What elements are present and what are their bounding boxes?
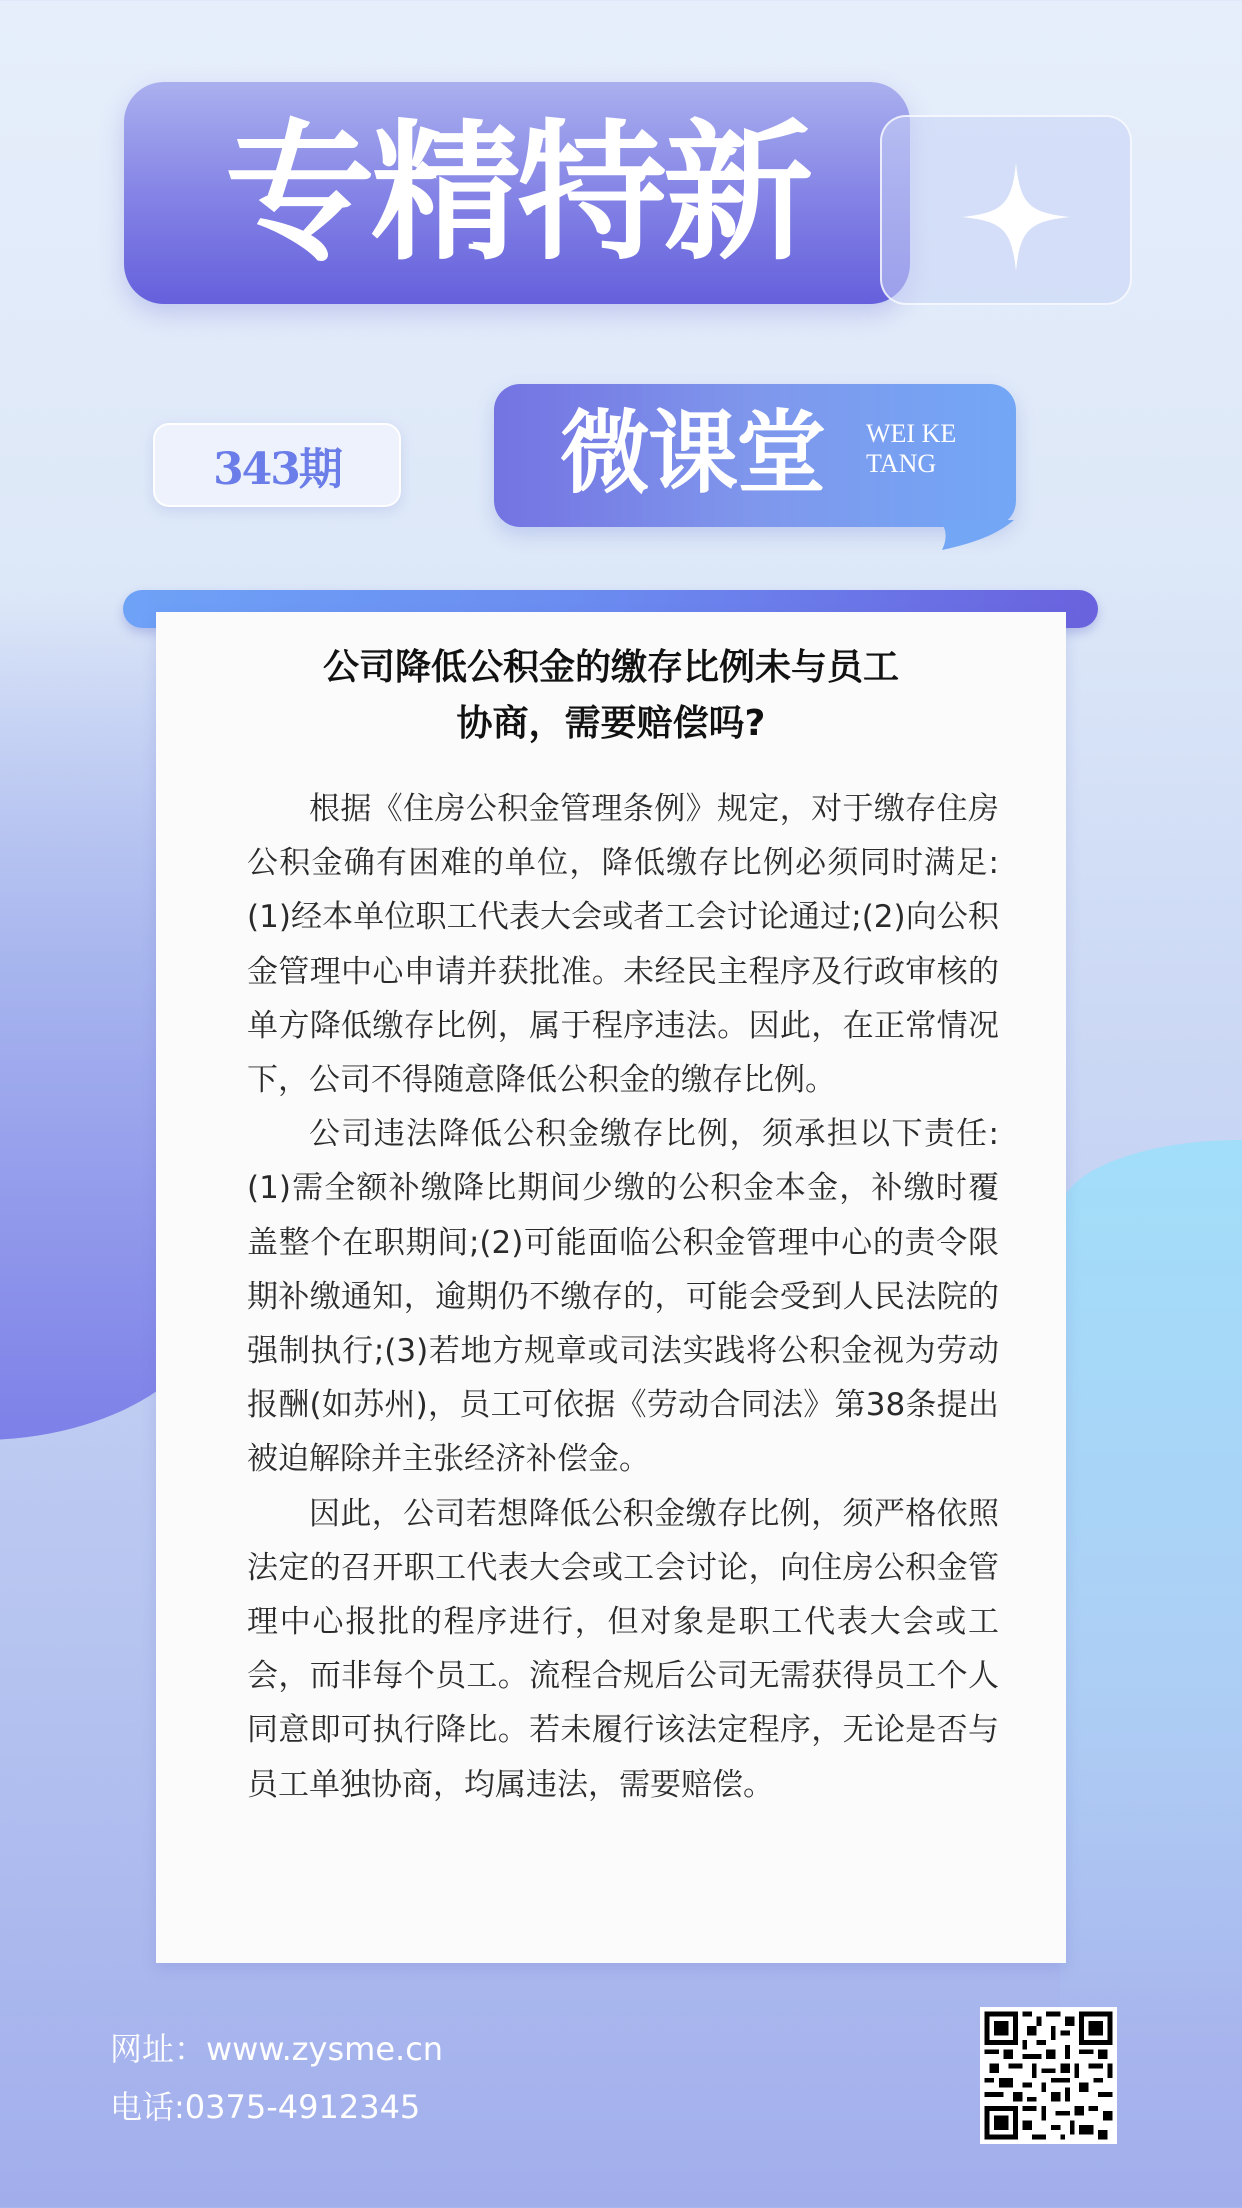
qr-code-icon[interactable]: [980, 2007, 1117, 2144]
phone-number[interactable]: 电话:0375-4912345: [110, 2088, 421, 2126]
issue-badge: [153, 423, 401, 507]
background-blob-right: [1060, 1140, 1242, 2040]
issue-number: 343期: [213, 444, 341, 495]
subtitle-line-2: TANG: [866, 449, 937, 478]
article-body: [247, 782, 999, 1812]
website-link[interactable]: 网址：www.zysme.cn: [110, 2030, 444, 2068]
article-title-line-1: 公司降低公积金的缴存比例未与员工: [322, 647, 899, 688]
article-paragraph-2: 公司违法降低公积金缴存比例，须承担以下责任:(1)需全额补缴降比期间少缴的公积金本金，补缴时覆盖整个在职期间;(2)可能面临公积金管理中心的责令限期补缴通知，逾期仍不缴存的，可能会受到人民法院的强制执行;(3)若地方规章或司法实践将公积金视为劳动报酬(如苏州)，员工可依据《劳动合同法》第38条提出被迫解除并主张经济补偿金。: [247, 1116, 999, 1478]
footer-contact: [110, 2020, 443, 2136]
article-paragraph-1: 根据《住房公积金管理条例》规定，对于缴存住房公积金确有困难的单位，降低缴存比例必须同时满足:(1)经本单位职工代表大会或者工会讨论通过;(2)向公积金管理中心申请并获批准。未经民主程序及行政审核的单方降低缴存比例，属于程序违法。因此，在正常情况下，公司不得随意降低公积金的缴存比例。: [247, 791, 999, 1099]
speech-bubble-tail: [940, 520, 1014, 550]
article-title-line-2: 协商，需要赔偿吗?: [456, 703, 766, 744]
micro-class-subtitle: [866, 419, 956, 479]
header-title-banner: [124, 82, 910, 304]
micro-class-title: 微课堂: [560, 400, 824, 506]
header-title: 专精特新: [224, 105, 809, 281]
article-paragraph-3: 因此，公司若想降低公积金缴存比例，须严格依照法定的召开职工代表大会或工会讨论，向住房公积金管理中心报批的程序进行，但对象是职工代表大会或工会，而非每个员工。流程合规后公司无需获得员工个人同意即可执行降比。若未履行该法定程序，无论是否与员工单独协商，均属违法，需要赔偿。: [247, 1495, 999, 1803]
subtitle-line-1: WEI KE: [866, 419, 957, 448]
article-title: [156, 640, 1066, 752]
sparkle-icon: [962, 163, 1070, 271]
